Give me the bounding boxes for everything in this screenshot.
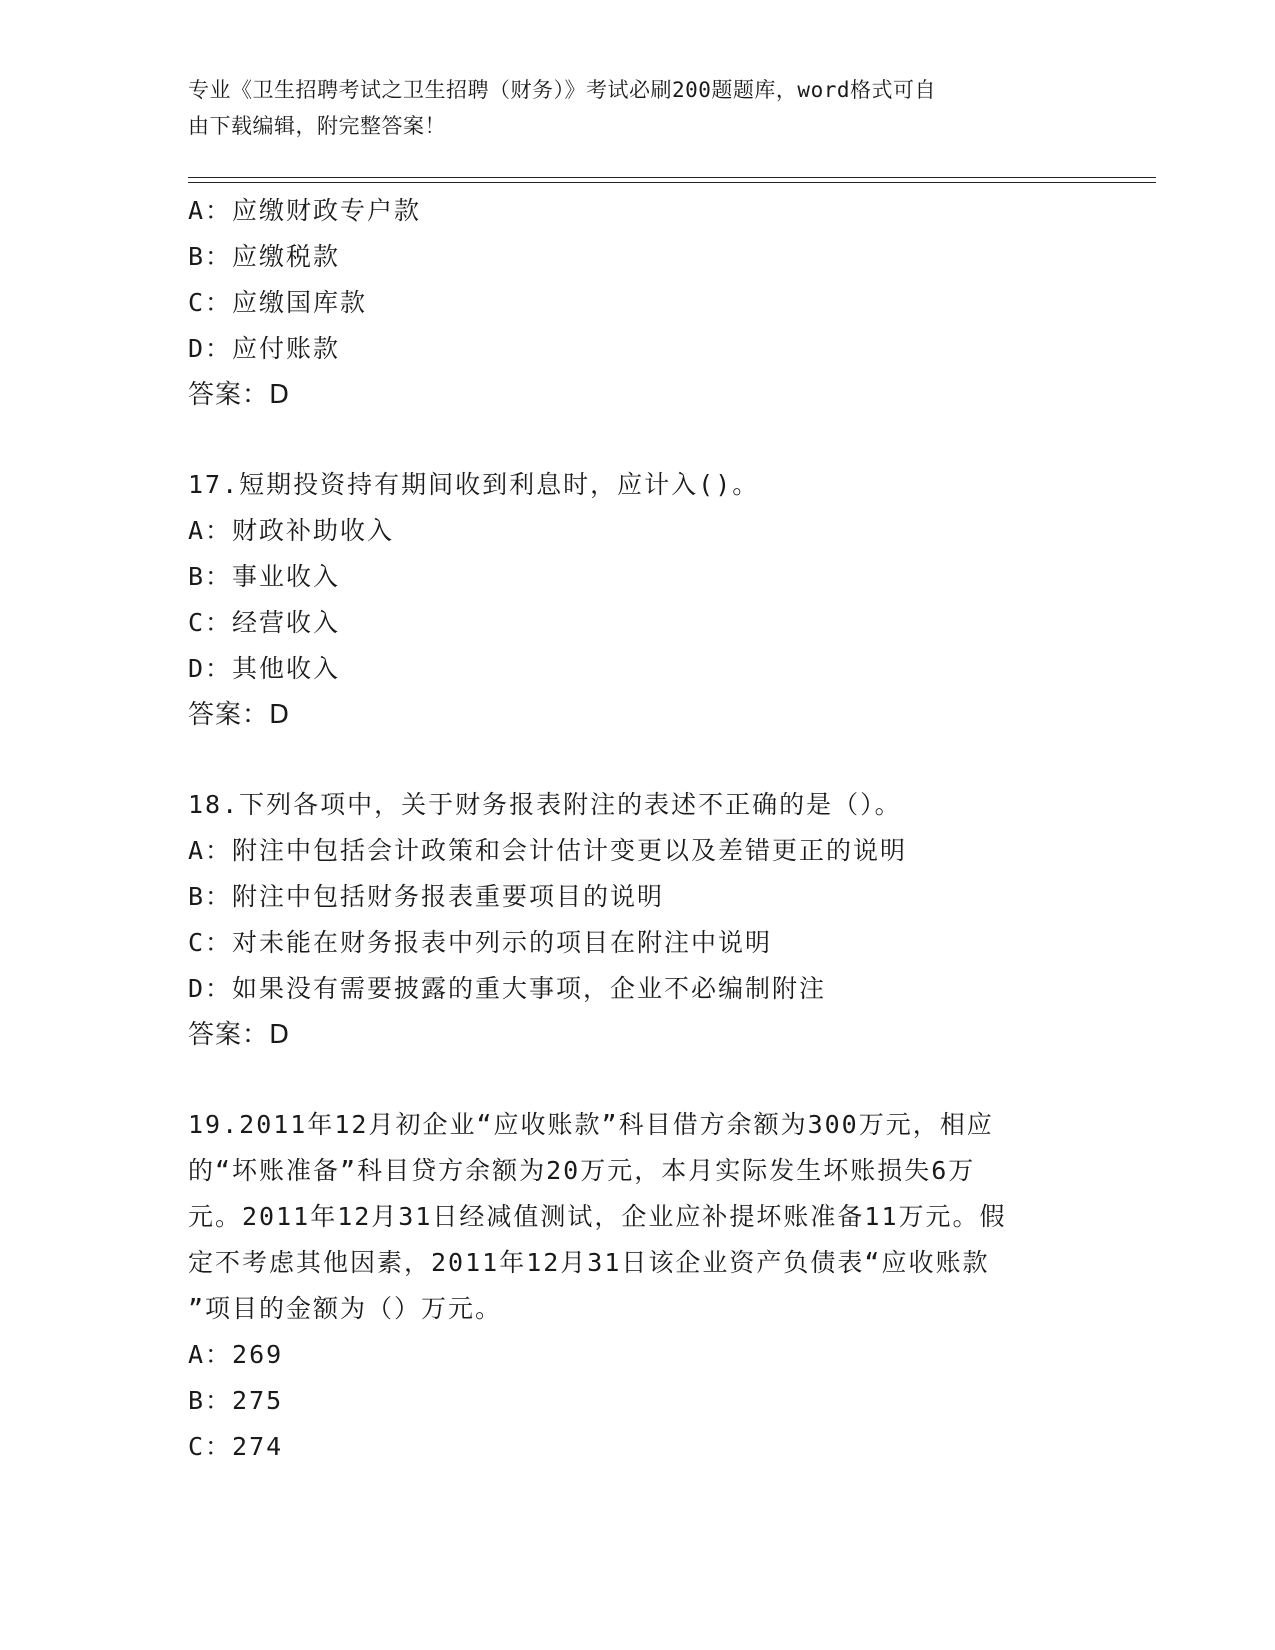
answer: 答案：D <box>188 1020 291 1050</box>
header-title-line-1: 专业《卫生招聘考试之卫生招聘（财务）》考试必刷200题题库，word格式可自 <box>188 78 936 102</box>
question-stem-line-3: 元。2011年12月31日经减值测试，企业应补提坏账准备11万元。假 <box>188 1202 1007 1231</box>
option-c: C：经营收入 <box>188 608 341 637</box>
question-18 <box>188 782 1088 1058</box>
document-header <box>188 72 1068 144</box>
question-list <box>188 188 1088 1470</box>
option-b: B：事业收入 <box>188 562 341 591</box>
answer: 答案：D <box>188 700 291 730</box>
option-d: D：如果没有需要披露的重大事项，企业不必编制附注 <box>188 974 827 1003</box>
option-a: A：附注中包括会计政策和会计估计变更以及差错更正的说明 <box>188 836 908 865</box>
question-19 <box>188 1102 1088 1470</box>
question-stem-line-4: 定不考虑其他因素，2011年12月31日该企业资产负债表“应收账款 <box>188 1248 990 1277</box>
option-d: D：其他收入 <box>188 654 341 683</box>
spacer <box>188 418 1088 462</box>
option-c: C：应缴国库款 <box>188 288 368 317</box>
option-d: D：应付账款 <box>188 334 341 363</box>
question-stem: 17.短期投资持有期间收到利息时，应计入()。 <box>188 470 760 499</box>
question-17 <box>188 462 1088 738</box>
question-stem-line-2: 的“坏账准备”科目贷方余额为20万元，本月实际发生坏账损失6万 <box>188 1156 976 1185</box>
answer: 答案：D <box>188 380 291 410</box>
option-c: C：274 <box>188 1432 284 1461</box>
option-c: C：对未能在财务报表中列示的项目在附注中说明 <box>188 928 773 957</box>
option-a: A：财政补助收入 <box>188 516 395 545</box>
option-a: A：应缴财政专户款 <box>188 196 422 225</box>
question-stem-line-5: ”项目的金额为（）万元。 <box>188 1294 503 1323</box>
spacer <box>188 738 1088 782</box>
question-stem-line-1: 19.2011年12月初企业“应收账款”科目借方余额为300万元，相应 <box>188 1110 994 1139</box>
question-stem: 18.下列各项中，关于财务报表附注的表述不正确的是（）。 <box>188 790 902 819</box>
option-b: B：附注中包括财务报表重要项目的说明 <box>188 882 665 911</box>
option-a: A：269 <box>188 1340 284 1369</box>
option-b: B：275 <box>188 1386 284 1415</box>
option-b: B：应缴税款 <box>188 242 341 271</box>
header-divider <box>188 177 1156 183</box>
header-title-line-2: 由下载编辑，附完整答案！ <box>188 114 446 138</box>
spacer <box>188 1058 1088 1102</box>
question-16 <box>188 188 1088 418</box>
